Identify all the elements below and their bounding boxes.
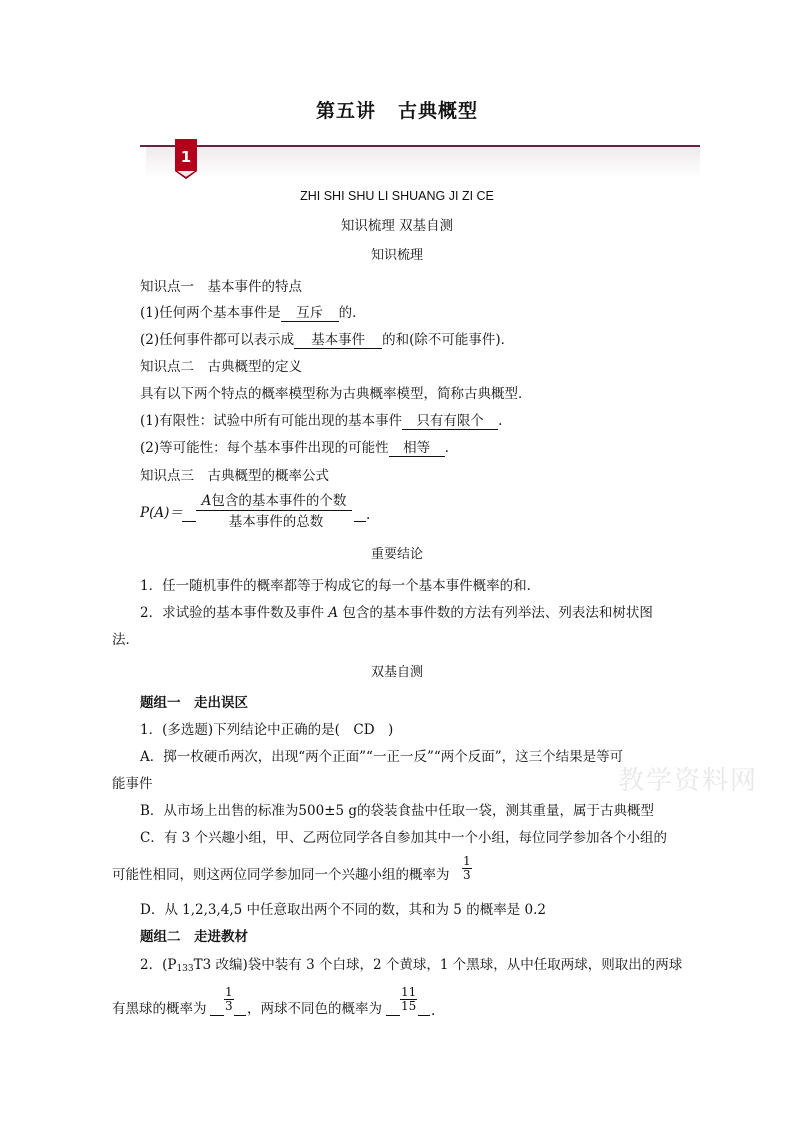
formula-blank-left: [182, 521, 196, 522]
answer-blank: 相等: [389, 440, 445, 457]
selftest-heading: 双基自测: [370, 665, 423, 680]
question-1-answer: CD: [353, 722, 375, 738]
answer-blank: 互斥: [281, 305, 339, 322]
option-c-line2: 可能性相同，则这两位同学参加同一个兴趣小组的概率为: [112, 867, 450, 883]
section-badge-number: 1: [180, 148, 192, 166]
formula-end: .: [366, 507, 371, 523]
subtitle: 知识梳理 双基自测: [340, 218, 454, 234]
kp2-item1: (1)有限性：试验中所有可能出现的基本事件 只有有限个 .: [140, 413, 503, 429]
group2-heading: 题组二 走进教材: [140, 929, 248, 945]
answer-blank: 只有有限个: [402, 413, 498, 430]
conclusions-heading: 重要结论: [370, 547, 423, 562]
question-2-end: .: [431, 1003, 436, 1019]
title-part1: 第五讲: [315, 100, 376, 122]
pinyin-heading: ZHI SHI SHU LI SHUANG JI ZI CE: [300, 189, 494, 203]
kp2-intro: 具有以下两个特点的概率模型称为古典概率模型，简称古典概型．: [140, 386, 532, 402]
section-knowledge-heading: 知识梳理: [370, 248, 423, 263]
formula-numerator: A包含的基本事件的个数: [201, 493, 347, 509]
option-a-line2: 能事件: [112, 776, 153, 792]
kp3-heading: 知识点三 古典概型的概率公式: [140, 468, 329, 484]
question-2-fraction-1: $\frac{1}{3}$: [225, 985, 233, 1013]
kp2-item2: (2)等可能性：每个基本事件出现的可能性 相等 .: [140, 440, 449, 456]
option-b: B．从市场上出售的标准为500±5 g的袋装食盐中任取一袋，测其重量，属于古典概型: [140, 803, 655, 819]
question-2-line2a: 有黑球的概率为: [112, 1001, 207, 1017]
option-c-line1: C．有 3 个兴趣小组，甲、乙两位同学各自参加其中一个小组，每位同学参加各个小组的: [140, 830, 667, 846]
formula-blank-right: [354, 521, 366, 522]
title-part2: 古典概型: [398, 100, 479, 122]
conclusion-2-line1: 2．求试验的基本事件数及事件 A 包含的基本事件数的方法有列举法、列表法和树状图: [140, 605, 653, 621]
page-title: [0, 96, 794, 123]
formula-fraction-bar: [196, 510, 352, 511]
formula-denominator: 基本事件的总数: [228, 514, 324, 530]
answer-blank-right: [234, 1015, 246, 1016]
group1-heading: 题组一 走出误区: [140, 695, 248, 711]
kp1-item2: (2)任何事件都可以表示成 基本事件 的和(除不可能事件)．: [140, 332, 515, 348]
option-d: D．从 1,2,3,4,5 中任意取出两个不同的数，其和为 5 的概率是 0.2: [140, 902, 546, 918]
question-2-fraction-2: $\frac{11}{15}$: [401, 985, 417, 1013]
answer-blank-left: [210, 1015, 224, 1016]
question-1: 1．(多选题)下列结论中正确的是( CD ): [140, 722, 394, 738]
header-rule: [140, 145, 700, 147]
question-2-line1: 2．(P133T3 改编)袋中装有 3 个白球，2 个黄球，1 个黑球，从中任取两球，则取出的两球: [140, 957, 683, 974]
answer-blank: 基本事件: [294, 332, 382, 349]
conclusion-1: 1．任一随机事件的概率都等于构成它的每一个基本事件概率的和．: [140, 578, 541, 594]
kp2-heading: 知识点二 古典概型的定义: [140, 359, 302, 375]
option-c-fraction: $\frac{1}{3}$: [463, 854, 471, 882]
kp1-heading: 知识点一 基本事件的特点: [140, 279, 302, 295]
kp1-item1: (1)任何两个基本事件是 互斥 的．: [140, 305, 366, 321]
answer-blank-left: [386, 1015, 400, 1016]
header-band: [146, 147, 700, 179]
watermark: 教学资料网: [618, 766, 759, 796]
question-2-line2b: ，两球不同色的概率为: [247, 1001, 382, 1017]
answer-blank-right: [418, 1015, 430, 1016]
formula-lhs: P(A)＝: [140, 505, 183, 521]
conclusion-2-line2: 法．: [112, 632, 139, 648]
option-a-line1: A．掷一枚硬币两次，出现“两个正面”“一正一反”“两个反面”，这三个结果是等可: [140, 749, 624, 765]
